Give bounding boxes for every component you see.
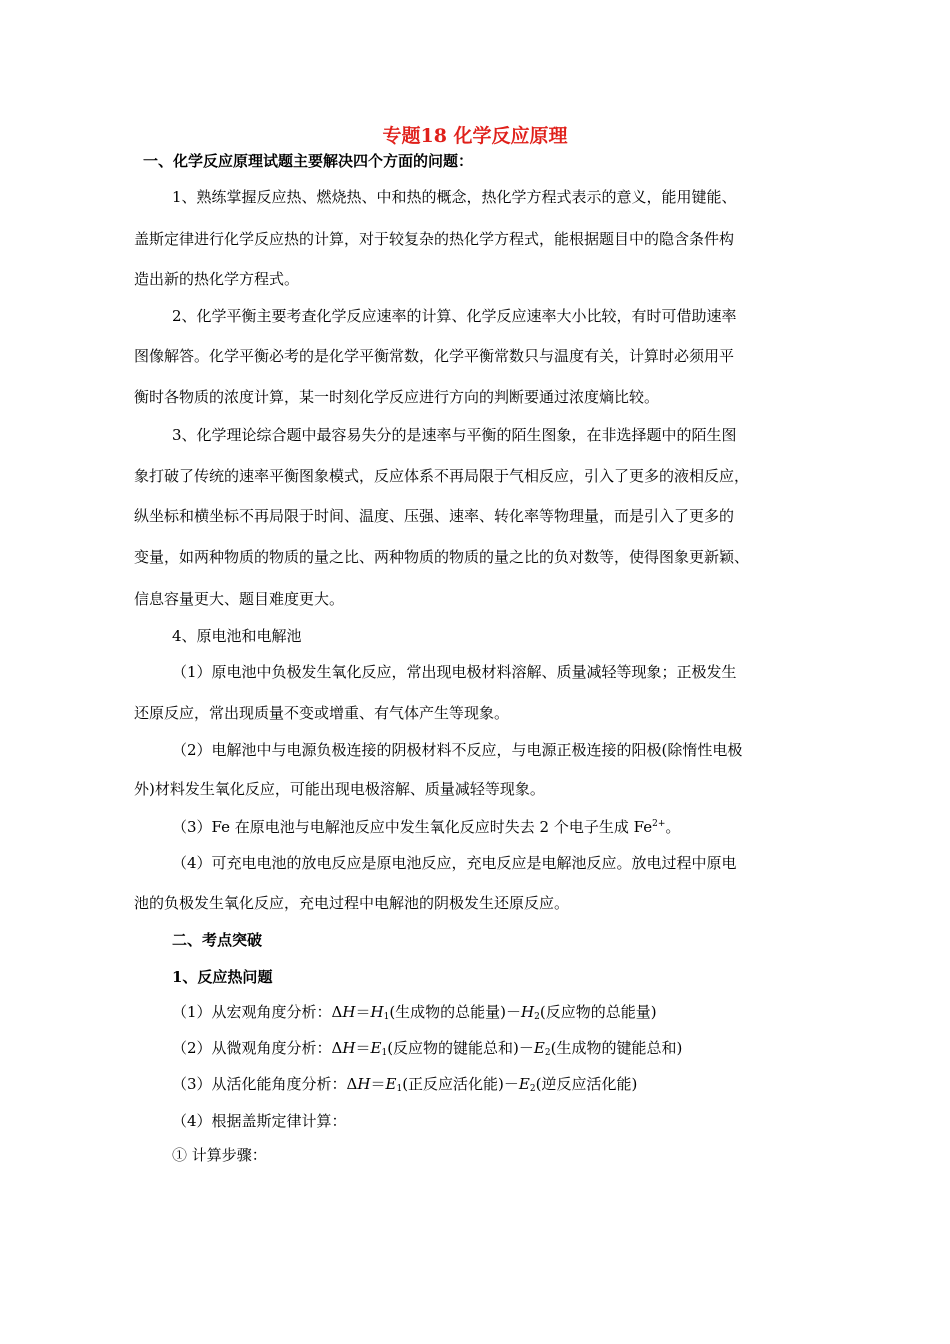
p4-3-end: 。 — [665, 818, 681, 836]
p2-line1: 2、化学平衡主要考查化学反应速率的计算、化学反应速率大小比较，有时可借助速率 — [172, 307, 737, 325]
method4: （4）根据盖斯定律计算： — [172, 1112, 347, 1130]
fe-charge: 2+ — [652, 819, 666, 829]
p3-line4: 变量，如两种物质的物质的量之比、两种物质的物质的量之比的负对数等，使得图象更新颖、 — [134, 548, 750, 566]
method3-label: （3）从活化能角度分析：Δ — [172, 1075, 358, 1093]
symbol-e2: E — [518, 1075, 530, 1093]
p1-line1: 1、熟练掌握反应热、燃烧热、中和热的概念，热化学方程式表示的意义，能用键能、 — [172, 188, 737, 206]
method1-label: （1）从宏观角度分析：Δ — [172, 1003, 343, 1021]
p4-1-line2: 还原反应，常出现质量不变或增重、有气体产生等现象。 — [134, 704, 510, 722]
p4-3-text: （3）Fe 在原电池与电解池反应中发生氧化反应时失去 2 个电子生成 Fe — [172, 818, 653, 836]
method3 — [172, 1073, 637, 1095]
p2-line3: 衡时各物质的浓度计算，某一时刻化学反应进行方向的判断要通过浓度熵比较。 — [134, 388, 660, 406]
section1-heading: 一、化学反应原理试题主要解决四个方面的问题： — [143, 152, 474, 170]
sub-1: 1 — [396, 1084, 403, 1094]
p1-line2: 盖斯定律进行化学反应热的计算，对于较复杂的热化学方程式，能根据题目中的隐含条件构 — [134, 230, 735, 248]
step-heading: ① 计算步骤： — [172, 1146, 267, 1164]
method2-mid: (反应物的键能总和)－ — [387, 1039, 534, 1057]
method3-end: (逆反应活化能) — [535, 1075, 638, 1093]
p4-1-line1: （1）原电池中负极发生氧化反应，常出现电极材料溶解、质量减轻等现象；正极发生 — [172, 663, 737, 681]
symbol-h: H — [342, 1039, 356, 1057]
method1-mid: (生成物的总能量)－ — [389, 1003, 522, 1021]
p3-line1: 3、化学理论综合题中最容易失分的是速率与平衡的陌生图象，在非选择题中的陌生图 — [172, 426, 737, 444]
symbol-e2: E — [533, 1039, 545, 1057]
sub-2: 2 — [529, 1084, 536, 1094]
symbol-h: H — [357, 1075, 371, 1093]
p3-line2: 象打破了传统的速率平衡图象模式，反应体系不再局限于气相反应，引入了更多的液相反应， — [134, 467, 750, 485]
symbol-h1: H — [370, 1003, 384, 1021]
section2-heading: 二、考点突破 — [172, 931, 263, 949]
p2-line2: 图像解答。化学平衡必考的是化学平衡常数，化学平衡常数只与温度有关，计算时必须用平 — [134, 347, 735, 365]
symbol-e1: E — [385, 1075, 397, 1093]
sub-1: 1 — [381, 1048, 388, 1058]
p3-line3: 纵坐标和横坐标不再局限于时间、温度、压强、速率、转化率等物理量，而是引入了更多的 — [134, 507, 735, 525]
p4-3-line — [172, 816, 680, 838]
method1-end: (反应物的总能量) — [539, 1003, 657, 1021]
p4-2-line2: 外)材料发生氧化反应，可能出现电极溶解、质量减轻等现象。 — [134, 780, 545, 798]
method2-end: (生成物的键能总和) — [550, 1039, 683, 1057]
p4-2-line1: （2）电解池中与电源负极连接的阴极材料不反应，与电源正极连接的阳极(除惰性电极 — [172, 741, 743, 759]
method2 — [172, 1037, 682, 1059]
symbol-eq: ＝ — [370, 1075, 386, 1093]
sub1-heading: 1、反应热问题 — [172, 968, 273, 986]
sub-2: 2 — [534, 1012, 540, 1022]
symbol-h2: H — [521, 1003, 535, 1021]
p1-line3: 造出新的热化学方程式。 — [134, 270, 300, 288]
symbol-eq: ＝ — [355, 1003, 371, 1021]
p4-4-line1: （4）可充电电池的放电反应是原电池反应，充电反应是电解池反应。放电过程中原电 — [172, 854, 737, 872]
p4-heading: 4、原电池和电解池 — [172, 627, 302, 645]
method1 — [172, 1001, 657, 1023]
method2-label: （2）从微观角度分析：Δ — [172, 1039, 343, 1057]
page-title: 专题18 化学反应原理 — [382, 125, 568, 147]
sub-2: 2 — [544, 1048, 551, 1058]
symbol-eq: ＝ — [355, 1039, 371, 1057]
symbol-h: H — [342, 1003, 356, 1021]
p4-4-line2: 池的负极发生氧化反应，充电过程中电解池的阴极发生还原反应。 — [134, 894, 570, 912]
method3-mid: (正反应活化能)－ — [402, 1075, 519, 1093]
p3-line5: 信息容量更大、题目难度更大。 — [134, 590, 345, 608]
sub-1: 1 — [383, 1012, 390, 1022]
symbol-e1: E — [370, 1039, 382, 1057]
